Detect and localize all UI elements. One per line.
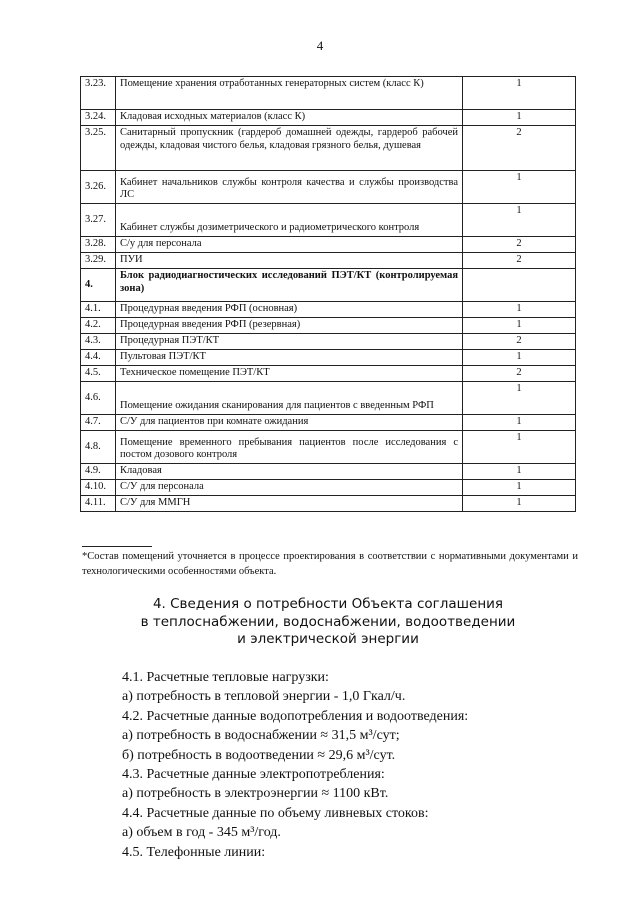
room-name: С/У для персонала [116,480,463,496]
room-quantity [463,269,576,302]
row-number: 3.26. [81,171,116,204]
room-name: Кладовая исходных материалов (класс К) [116,110,463,126]
room-name: Помещение ожидания сканирования для пациентов с введенным РФП [116,382,463,415]
row-number: 4.4. [81,350,116,366]
body-line: 4.2. Расчетные данные водопотребления и водоотведения: [122,708,469,724]
footnote: *Состав помещений уточняется в процессе проектирования в соответствии с нормативными документами и технологическими особенностями объекта. [82,551,578,578]
room-quantity: 2 [463,366,576,382]
room-name: Процедурная введения РФП (резервная) [116,318,463,334]
section-title-line: и электрической энергии [237,631,419,648]
body-line: 4.4. Расчетные данные по объему ливневых стоков: [122,805,429,821]
row-number: 3.24. [81,110,116,126]
page-number: 4 [316,38,324,53]
row-number: 3.28. [81,237,116,253]
row-number: 4.1. [81,302,116,318]
row-number: 4.11. [81,496,116,512]
table-row [81,464,576,480]
table-row [81,318,576,334]
row-number: 4.9. [81,464,116,480]
row-number: 3.23. [81,77,116,110]
row-number: 4.6. [81,382,116,415]
row-number: 4. [81,269,116,302]
room-quantity: 1 [463,496,576,512]
room-name: Техническое помещение ПЭТ/КТ [116,366,463,382]
room-name: Процедурная введения РФП (основная) [116,302,463,318]
body-line: 4.1. Расчетные тепловые нагрузки: [122,670,329,685]
body-line: 4.3. Расчетные данные электропотребления: [122,767,385,783]
table-row [81,496,576,512]
room-quantity: 1 [463,171,576,204]
row-number: 4.2. [81,318,116,334]
section-title-line: 4. Сведения о потребности Объекта соглашения [152,596,504,612]
room-name: С/У для пациентов при комнате ожидания [116,415,463,431]
section-title-line: в теплоснабжении, водоснабжении, водоотведении [140,613,516,630]
table-row [81,366,576,382]
body-line: 4.5. Телефонные линии: [122,844,266,860]
room-quantity: 1 [463,204,576,237]
room-quantity: 2 [463,334,576,350]
table-row [81,334,576,350]
row-number: 4.7. [81,415,116,431]
table-row [81,269,576,302]
table-row [81,126,576,171]
body-line: а) потребность в электроэнергии ≈ 1100 кВт. [122,786,389,802]
room-quantity: 2 [463,237,576,253]
room-quantity: 1 [463,415,576,431]
table-row [81,415,576,431]
room-quantity: 1 [463,302,576,318]
row-number: 3.27. [81,204,116,237]
table-row [81,204,576,237]
room-quantity: 1 [463,382,576,415]
premises-table [80,76,576,512]
footnote-separator [82,546,152,547]
room-name: Помещение хранения отработанных генераторных систем (класс К) [116,77,463,110]
room-name: Блок радиодиагностических исследований ПЭТ/КТ (контролируемая зона) [116,269,463,302]
body-line: а) потребность в водоснабжении ≈ 31,5 м³/сут; [122,728,400,744]
room-name: ПУИ [116,253,463,269]
room-name: Помещение временного пребывания пациентов после исследования с постом дозового контроля [116,431,463,464]
room-quantity: 1 [463,318,576,334]
room-quantity: 1 [463,464,576,480]
row-number: 4.8. [81,431,116,464]
room-name: Пультовая ПЭТ/КТ [116,350,463,366]
room-quantity: 1 [463,480,576,496]
table-row [81,253,576,269]
row-number: 3.25. [81,126,116,171]
room-quantity: 1 [463,350,576,366]
body-line: а) объем в год - 345 м³/год. [122,825,281,841]
table-row [81,480,576,496]
table-row [81,302,576,318]
room-name: Санитарный пропускник (гардероб домашней одежды, гардероб рабочей одежды, кладовая чистого белья, кладовая грязного белья, душевая [116,126,463,171]
row-number: 3.29. [81,253,116,269]
room-name: С/у для персонала [116,237,463,253]
room-quantity: 1 [463,431,576,464]
row-number: 4.10. [81,480,116,496]
room-name: Кабинет начальников службы контроля качества и службы производства ЛС [116,171,463,204]
room-quantity: 2 [463,126,576,171]
room-quantity: 2 [463,253,576,269]
table-row [81,110,576,126]
body-line: б) потребность в водоотведении ≈ 29,6 м³/сут. [122,747,396,763]
row-number: 4.5. [81,366,116,382]
row-number: 4.3. [81,334,116,350]
table-row [81,237,576,253]
room-name: Кладовая [116,464,463,480]
section-body [122,668,582,862]
room-quantity: 1 [463,110,576,126]
body-line: а) потребность в тепловой энергии - 1,0 Гкал/ч. [122,689,406,705]
room-name: С/У для ММГН [116,496,463,512]
table-row [81,77,576,110]
room-name: Процедурная ПЭТ/КТ [116,334,463,350]
table-row [81,171,576,204]
table-row [81,382,576,415]
section-title [80,596,576,649]
room-name: Кабинет службы дозиметрического и радиометрического контроля [116,204,463,237]
table-row [81,431,576,464]
table-row [81,350,576,366]
room-quantity: 1 [463,77,576,110]
